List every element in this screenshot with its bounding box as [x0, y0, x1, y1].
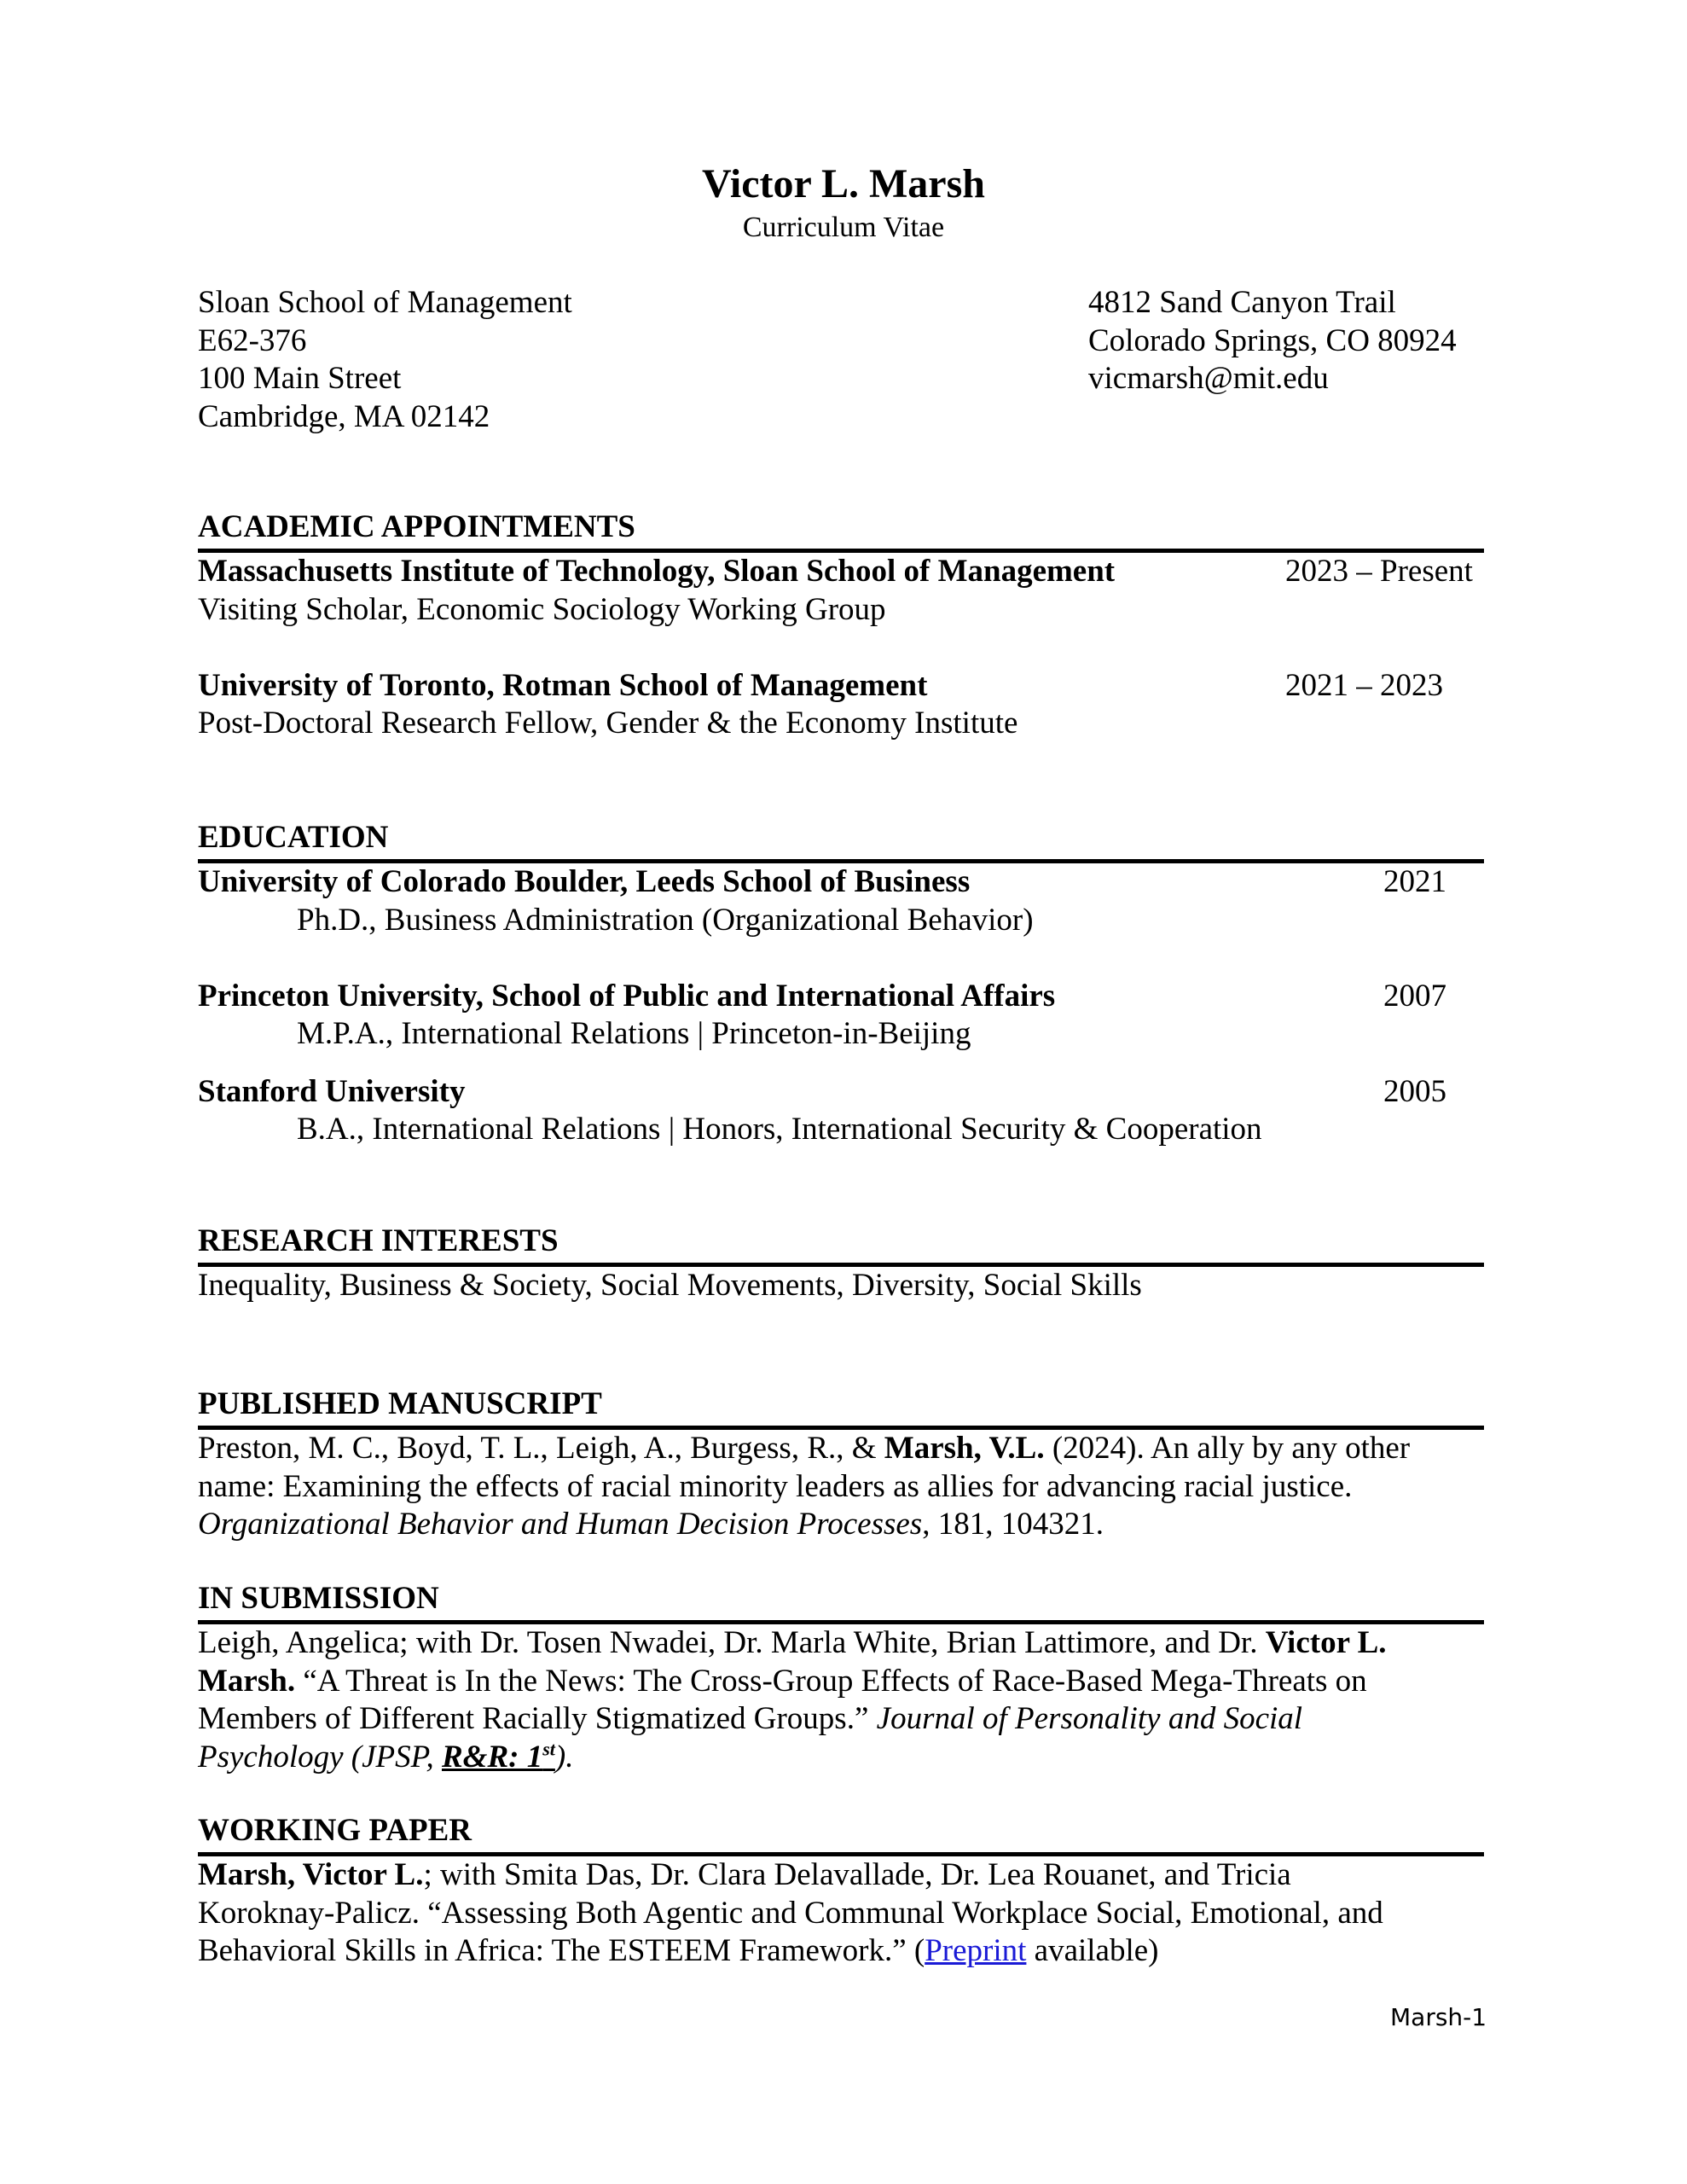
research-interests: Inequality, Business & Society, Social Movements, Diversity, Social Skills	[198, 1268, 1142, 1303]
address-line: Colorado Springs, CO 80924	[1088, 322, 1457, 358]
section-heading: PUBLISHED MANUSCRIPT	[198, 1385, 1484, 1430]
address-line: 4812 Sand Canyon Trail	[1088, 285, 1396, 320]
cv-author-cont: Marsh.	[198, 1663, 296, 1699]
appointment-entry	[198, 553, 1484, 591]
publication-title-cont: name: Examining the effects of racial minority leaders as allies for advancing racial justice.	[198, 1468, 1353, 1504]
institution-name: University of Colorado Boulder, Leeds School of Business	[198, 864, 971, 899]
address-line: Cambridge, MA 02142	[198, 398, 490, 434]
institution-name: Massachusetts Institute of Technology, Sloan School of Management	[198, 554, 1116, 589]
degree-year: 2021	[1383, 864, 1446, 899]
institution-name: Princeton University, School of Public and International Affairs	[198, 978, 1056, 1014]
education-entry	[198, 1073, 1484, 1112]
education-entry	[198, 863, 1484, 902]
review-status: R&R: 1st	[441, 1738, 555, 1774]
submission-section	[198, 1580, 1484, 1776]
appointment-role: Post-Doctoral Research Fellow, Gender & the Economy Institute	[198, 706, 1018, 741]
cv-subtitle: Curriculum Vitae	[742, 212, 945, 243]
home-address	[1088, 284, 1457, 398]
cv-author: Marsh, Victor L.	[198, 1857, 424, 1892]
address-line: Sloan School of Management	[198, 285, 572, 320]
journal-name: Organizational Behavior and Human Decision Processes	[198, 1507, 923, 1542]
paper-title: Koroknay-Palicz. “Assessing Both Agentic and Communal Workplace Social, Emotional, and	[198, 1895, 1383, 1931]
appointment-years: 2023 – Present	[1285, 554, 1473, 589]
section-heading: IN SUBMISSION	[198, 1580, 1484, 1624]
degree-line: Ph.D., Business Administration (Organizational Behavior)	[297, 902, 1034, 938]
work-address	[198, 284, 572, 436]
address-line: E62-376	[198, 322, 307, 358]
appointments-section	[198, 508, 1484, 743]
section-heading: WORKING PAPER	[198, 1812, 1484, 1856]
institution-name: Stanford University	[198, 1073, 466, 1109]
appointment-entry	[198, 667, 1484, 706]
working-paper-section	[198, 1812, 1484, 1971]
citation-details: , 181, 104321.	[922, 1507, 1104, 1542]
cv-header	[0, 159, 1687, 246]
publication-title: (2024). An ally by any other	[1044, 1431, 1411, 1466]
working-paper-entry	[198, 1856, 1484, 1971]
page-number: Marsh-1	[1390, 2003, 1487, 2031]
email-address: vicmarsh@mit.edu	[1088, 361, 1329, 396]
author-list: Leigh, Angelica; with Dr. Tosen Nwadei, Dr. Marla White, Brian Lattimore, and Dr.	[198, 1625, 1266, 1660]
section-heading: ACADEMIC APPOINTMENTS	[198, 508, 1484, 553]
degree-line: M.P.A., International Relations | Princeton-in-Beijing	[297, 1016, 971, 1051]
degree-line: B.A., International Relations | Honors, International Security & Cooperation	[297, 1112, 1262, 1147]
cv-name: Victor L. Marsh	[702, 161, 985, 206]
submission-entry	[198, 1624, 1484, 1776]
appointment-years: 2021 – 2023	[1285, 667, 1443, 703]
education-section	[198, 819, 1484, 1149]
closing-punct: ).	[554, 1739, 574, 1774]
degree-year: 2005	[1383, 1073, 1446, 1109]
author-list: Preston, M. C., Boyd, T. L., Leigh, A., Burgess, R., &	[198, 1431, 884, 1466]
section-heading: EDUCATION	[198, 819, 1484, 863]
address-line: 100 Main Street	[198, 361, 402, 396]
paper-title-cont: Members of Different Racially Stigmatized Groups.”	[198, 1701, 877, 1736]
paper-title-cont: Behavioral Skills in Africa: The ESTEEM Framework.” (	[198, 1933, 925, 1968]
author-list: ; with Smita Das, Dr. Clara Delavallade, Dr. Lea Rouanet, and Tricia	[423, 1857, 1291, 1892]
appointment-role: Visiting Scholar, Economic Sociology Working Group	[198, 591, 886, 627]
journal-name-cont: Psychology (JPSP,	[198, 1739, 442, 1774]
publication-entry	[198, 1430, 1484, 1544]
section-heading: RESEARCH INTERESTS	[198, 1223, 1484, 1267]
cv-author: Marsh, V.L.	[884, 1431, 1045, 1466]
education-entry	[198, 978, 1484, 1016]
journal-name: Journal of Personality and Social	[876, 1701, 1303, 1736]
institution-name: University of Toronto, Rotman School of Management	[198, 667, 928, 703]
degree-year: 2007	[1383, 978, 1446, 1014]
cv-author: Victor L.	[1265, 1625, 1387, 1660]
published-section	[198, 1385, 1484, 1544]
preprint-link[interactable]: Preprint	[925, 1933, 1027, 1968]
paper-title: “A Threat is In the News: The Cross-Group Effects of Race-Based Mega-Threats on	[295, 1663, 1367, 1699]
availability-note: available)	[1026, 1933, 1159, 1968]
research-section	[198, 1223, 1484, 1305]
